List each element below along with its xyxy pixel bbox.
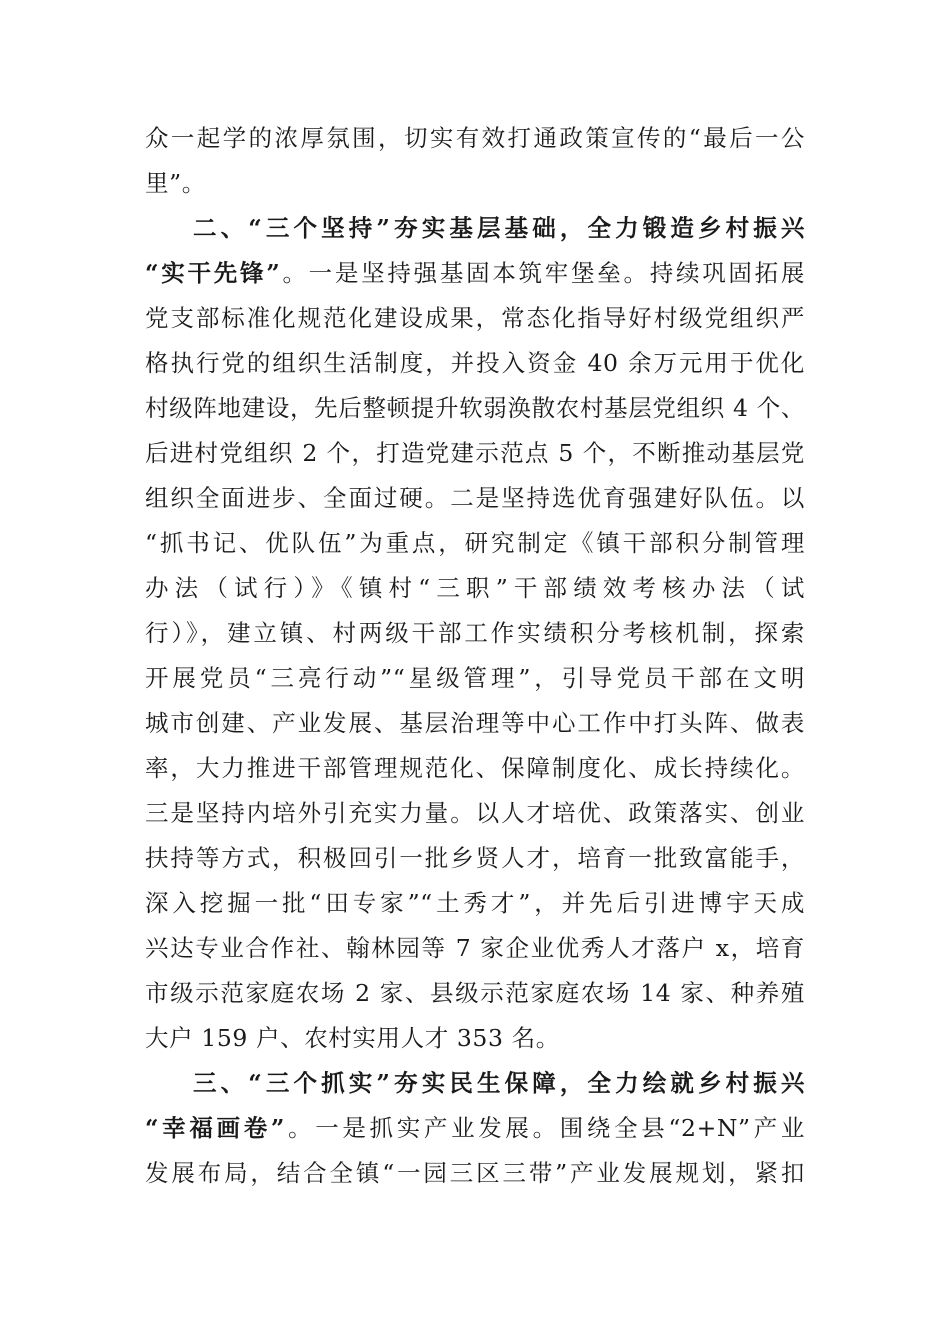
line-text: 里”。: [145, 169, 206, 197]
line-text: 村级阵地建设，先后整顿提升软弱涣散农村基层党组织 4 个、: [145, 394, 805, 422]
line-text: 兴达专业合作社、翰林园等 7 家企业优秀人才落户 x，培育: [145, 934, 805, 962]
text-line: [145, 566, 805, 611]
line-text: 。一是抓实产业发展。围绕全县“2+N”产业: [284, 1114, 805, 1142]
heading-text: “实干先锋”: [145, 259, 281, 287]
line-text: 组织全面进步、全面过硬。二是坚持选优育强建好队伍。以: [145, 484, 805, 512]
text-line: [145, 476, 805, 521]
text-line: [145, 1016, 805, 1061]
text-line: [145, 1106, 805, 1151]
text-line: [145, 611, 805, 656]
text-line: [145, 656, 805, 701]
line-text: 市级示范家庭农场 2 家、县级示范家庭农场 14 家、种养殖: [145, 979, 805, 1007]
text-line: [145, 116, 805, 161]
text-line: [145, 791, 805, 836]
text-line: [145, 296, 805, 341]
line-text: 开展党员“三亮行动”“星级管理”，引导党员干部在文明: [145, 664, 805, 692]
text-line: [145, 746, 805, 791]
line-text: 三是坚持内培外引充实力量。以人才培优、政策落实、创业: [145, 799, 805, 827]
line-text: 格执行党的组织生活制度，并投入资金 40 余万元用于优化: [145, 349, 805, 377]
text-line: [145, 386, 805, 431]
section-heading: [193, 1061, 805, 1106]
text-line: [145, 431, 805, 476]
line-text: “抓书记、优队伍”为重点，研究制定《镇干部积分制管理: [145, 529, 805, 557]
text-line: [145, 926, 805, 971]
text-line: [145, 1151, 805, 1196]
text-line: [145, 836, 805, 881]
line-text: 后进村党组织 2 个，打造党建示范点 5 个，不断推动基层党: [145, 439, 805, 467]
text-line: [145, 881, 805, 926]
text-line: [145, 971, 805, 1016]
line-text: 行）》，建立镇、村两级干部工作实绩积分考核机制，探索: [145, 619, 805, 647]
text-line: [145, 521, 805, 566]
line-text: 大户 159 户、农村实用人才 353 名。: [145, 1024, 560, 1052]
text-line: [145, 701, 805, 746]
line-text: 深入挖掘一批“田专家”“土秀才”，并先后引进博宇天成: [145, 889, 805, 917]
section-heading: [193, 206, 805, 251]
line-text: 党支部标准化规范化建设成果，常态化指导好村级党组织严: [145, 304, 805, 332]
line-text: 城市创建、产业发展、基层治理等中心工作中打头阵、做表: [145, 709, 805, 737]
heading-text: 二、“三个坚持”夯实基层基础，全力锻造乡村振兴: [193, 214, 805, 242]
text-line: [145, 341, 805, 386]
line-text: 发展布局，结合全镇“一园三区三带”产业发展规划，紧扣: [145, 1159, 805, 1187]
line-text: 率，大力推进干部管理规范化、保障制度化、成长持续化。: [145, 754, 805, 782]
text-line: [145, 161, 805, 206]
heading-text: “幸福画卷”: [145, 1114, 285, 1142]
line-text: 众一起学的浓厚氛围，切实有效打通政策宣传的“最后一公: [145, 124, 805, 152]
heading-text: 三、“三个抓实”夯实民生保障，全力绘就乡村振兴: [193, 1069, 805, 1097]
text-line: [145, 251, 805, 296]
line-text: 扶持等方式，积极回引一批乡贤人才，培育一批致富能手，: [145, 844, 805, 872]
line-text: 办法（试行）》《镇村“三职”干部绩效考核办法（试: [145, 574, 805, 602]
line-text: 。一是坚持强基固本筑牢堡垒。持续巩固拓展: [280, 259, 805, 287]
